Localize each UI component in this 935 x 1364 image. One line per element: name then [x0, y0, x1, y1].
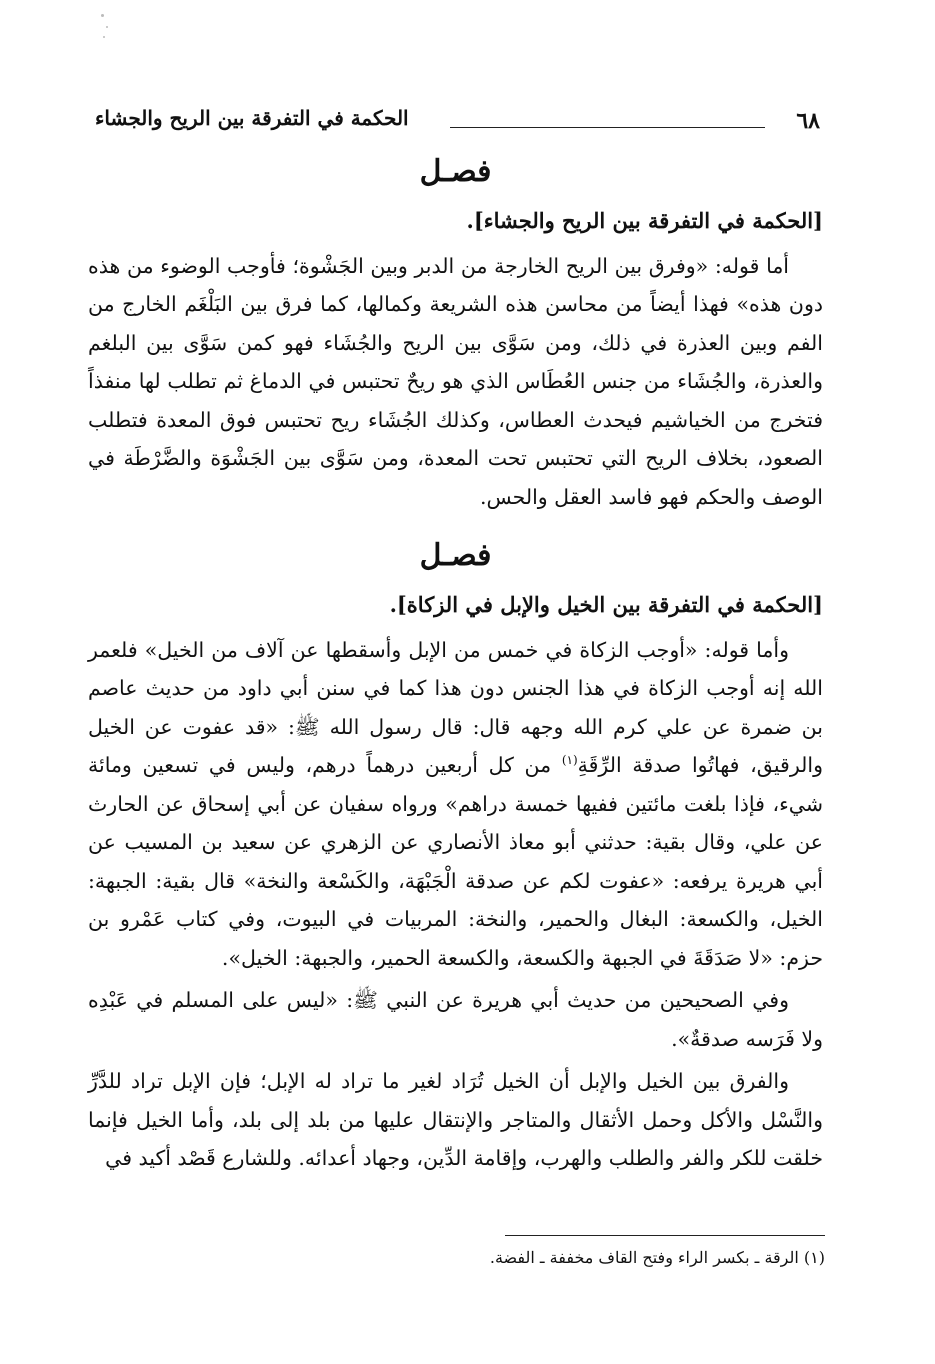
paragraph: أما قوله: «وفرق بين الريح الخارجة من الدبر وبين الجَشْوة؛ فأوجب الوضوء من هذه دون هذه» فهذا أيضاً من محاسن هذه الشريعة وكمالها، كما فرق بين البَلْغَم الخارج من الفم وبين العذرة في ذلك، ومن سَوَّى بين الريح والجُشَاء فهو كمن سَوَّى بين البلغم والعذرة، والجُشَاء من جنس العُطَاس الذي هو ريحٌ تحتبس في الدماغ ثم تطلب لها منفذاً فتخرج من الخياشيم فيحدث العطاس، وكذلك الجُشَاء ريح تحتبس فوق المعدة فتطلب الصعود، بخلاف الريح التي تحتبس تحت المعدة، ومن سَوَّى بين الجَشْوَة والضَّرْطَة في الوصف والحكم فهو فاسد العقل والحس. [88, 253, 823, 509]
page-body [88, 150, 823, 1182]
running-title: الحكمة في التفرقة بين الريح والجشاء [95, 106, 409, 130]
footnote: (١) الرقة ـ بكسر الراء وفتح القاف مخففة ـ الفضة. [489, 1248, 825, 1267]
page-number: ٦٨ [796, 108, 820, 134]
scan-speck [106, 26, 108, 28]
scan-speck [103, 36, 105, 38]
section-subheading: [الحكمة في التفرقة بين الريح والجشاء]. [466, 208, 823, 233]
paragraph: وفي الصحيحين من حديث أبي هريرة عن النبي ﷺ: «ليس على المسلم في عَبْدِه ولا فَرَسه صدقةٌ». [88, 988, 823, 1051]
header-rule [450, 127, 765, 128]
section-title: فصـل [419, 538, 492, 573]
page-header [95, 102, 820, 142]
paragraph-text: وأما قوله: «أوجب الزكاة في خمس من الإبل وأسقطها عن آلاف من الخيل» فلعمر الله إنه أوجب الزكاة في هذا الجنس دون هذا كما في سنن أبي داود من حديث عاصم بن ضمرة عن علي كرم الله وجهه قال: قال رسول الله ﷺ: «قد عفوت عن الخيل والرقيق، فهاتُوا صدقة الرِّقَةِ [88, 637, 824, 777]
scan-speck [101, 14, 104, 17]
section-subheading: [الحكمة في التفرقة بين الخيل والإبل في الزكاة]. [389, 592, 823, 617]
section-title: فصـل [419, 154, 492, 189]
paragraph-text-continued: من كل أربعين درهماً درهم، وليس في تسعين ومائة شيء، فإذا بلغت مائتين ففيها خمسة دراهم» ورواه سفيان عن أبي إسحاق عن الحارث عن علي، وقال بقية: حدثني أبو معاذ الأنصاري عن الزهري عن سعيد بن المسيب عن أبي هريرة يرفعه: «عفوت لكم عن صدقة الْجَبْهَة، والكَسْعة والنخة» قال بقية: الجبهة: الخيل، والكسعة: البغال والحمير، والنخة: المربيات في البيوت، وفي كتاب عَمْرو بن حزم: «لا صَدَقَةَ في الجبهة والكسعة، والكسعة الحمير، والجبهة: الخيل». [88, 753, 823, 970]
paragraph: والفرق بين الخيل والإبل أن الخيل تُرَاد لغير ما تراد له الإبل؛ فإن الإبل تراد للدَّرِّ والنَّسْل والأكل وحمل الأثقال والمتاجر والإنتقال عليها من بلد إلى بلد، وأما الخيل فإنما خلقت للكر والفر والطلب والهرب، وإقامة الدِّين، وجهاد أعدائه. وللشارع قَصْد أكيد في [88, 1069, 823, 1170]
paragraph [88, 631, 823, 978]
footnote-rule [505, 1235, 825, 1236]
footnote-marker: (١) [561, 753, 578, 768]
